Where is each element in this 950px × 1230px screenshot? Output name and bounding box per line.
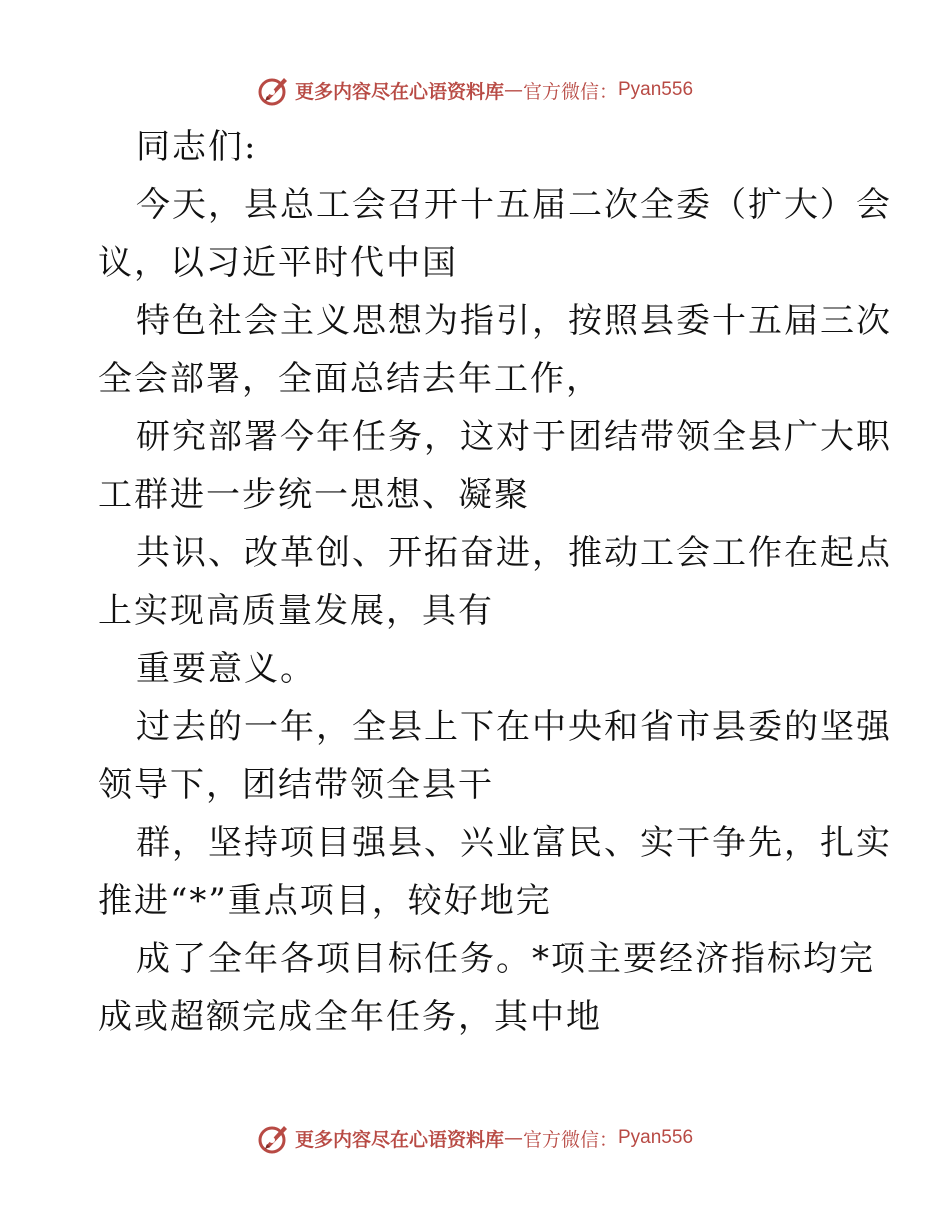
text-line: 群，坚持项目强县、兴业富民、实干争先，扎实 (136, 823, 892, 863)
text-line: 全会部署，全面总结去年工作， (98, 359, 602, 399)
text-line: 过去的一年，全县上下在中央和省市县委的坚强 (136, 707, 892, 747)
text-line: 重要意义。 (136, 649, 316, 689)
text-line: 上实现高质量发展，具有 (98, 591, 494, 631)
text-line: 推进“*”重点项目，较好地完 (98, 881, 552, 921)
watermark-wechat-label: 官方微信： (522, 1128, 618, 1151)
text-line: 共识、改革创、开拓奋进，推动工会工作在起点 (136, 533, 892, 573)
text-line: 研究部署今年任务，这对于团结带领全县广大职 (136, 417, 892, 457)
watermark-wechat-id: Pyan556 (618, 1127, 694, 1148)
text-line: 议，以习近平时代中国 (98, 243, 458, 283)
document-body (98, 118, 892, 1046)
text-line: 特色社会主义思想为指引，按照县委十五届三次 (136, 301, 892, 341)
watermark-dash: — (503, 79, 523, 101)
quill-pen-logo-icon (257, 73, 291, 107)
text-line: 同志们: (136, 127, 258, 167)
quill-pen-logo-icon (257, 1121, 291, 1155)
text-line: 今天，县总工会召开十五届二次全委（扩大）会 (136, 185, 892, 225)
header-watermark (0, 70, 950, 110)
text-line: 成或超额完成全年任务，其中地 (98, 997, 602, 1037)
watermark-wechat-label: 官方微信： (522, 80, 618, 103)
watermark-site-text: 更多内容尽在心语资料库 (294, 80, 504, 103)
text-line: 工群进一步统一思想、凝聚 (98, 475, 530, 515)
footer-watermark (0, 1118, 950, 1158)
watermark-dash: — (503, 1127, 523, 1149)
text-line: 领导下，团结带领全县干 (98, 765, 494, 805)
watermark-site-text: 更多内容尽在心语资料库 (294, 1128, 504, 1151)
watermark-wechat-id: Pyan556 (618, 79, 694, 100)
text-line: 成了全年各项目标任务。*项主要经济指标均完 (136, 939, 875, 979)
